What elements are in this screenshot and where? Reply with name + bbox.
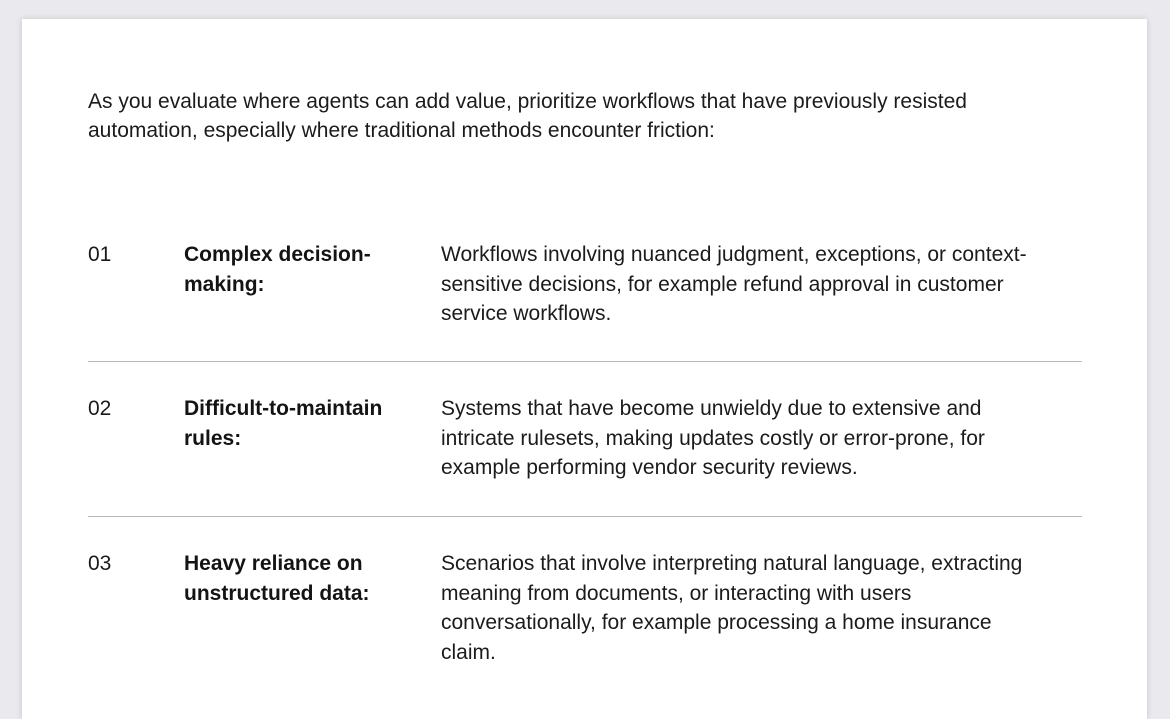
item-title: Complex decision-making: [184,243,371,296]
item-number: 02 [88,397,112,420]
workflow-list [88,222,1082,677]
list-item-content [88,549,1082,667]
item-number: 01 [88,243,112,266]
list-item-content [88,240,1082,329]
list-item [88,222,1082,362]
item-description: Scenarios that involve interpreting natural language, extracting meaning from documents, or interacting with users conversationally, for example processing a home insurance claim. [441,552,1023,664]
item-number: 03 [88,552,112,575]
list-item [88,517,1082,677]
item-description: Systems that have become unwieldy due to extensive and intricate rulesets, making updates costly or error-prone, for example performing vendor security reviews. [441,397,985,479]
item-title: Difficult-to-maintain rules: [184,397,383,450]
document-page [22,19,1147,719]
intro-paragraph: As you evaluate where agents can add value, prioritize workflows that have previously resisted automation, especially where traditional methods encounter friction: [88,90,967,142]
list-item [88,362,1082,517]
list-item-content [88,394,1082,483]
item-title: Heavy reliance on unstructured data: [184,552,370,605]
item-description: Workflows involving nuanced judgment, exceptions, or context-sensitive decisions, for example refund approval in customer service workflows. [441,243,1027,325]
